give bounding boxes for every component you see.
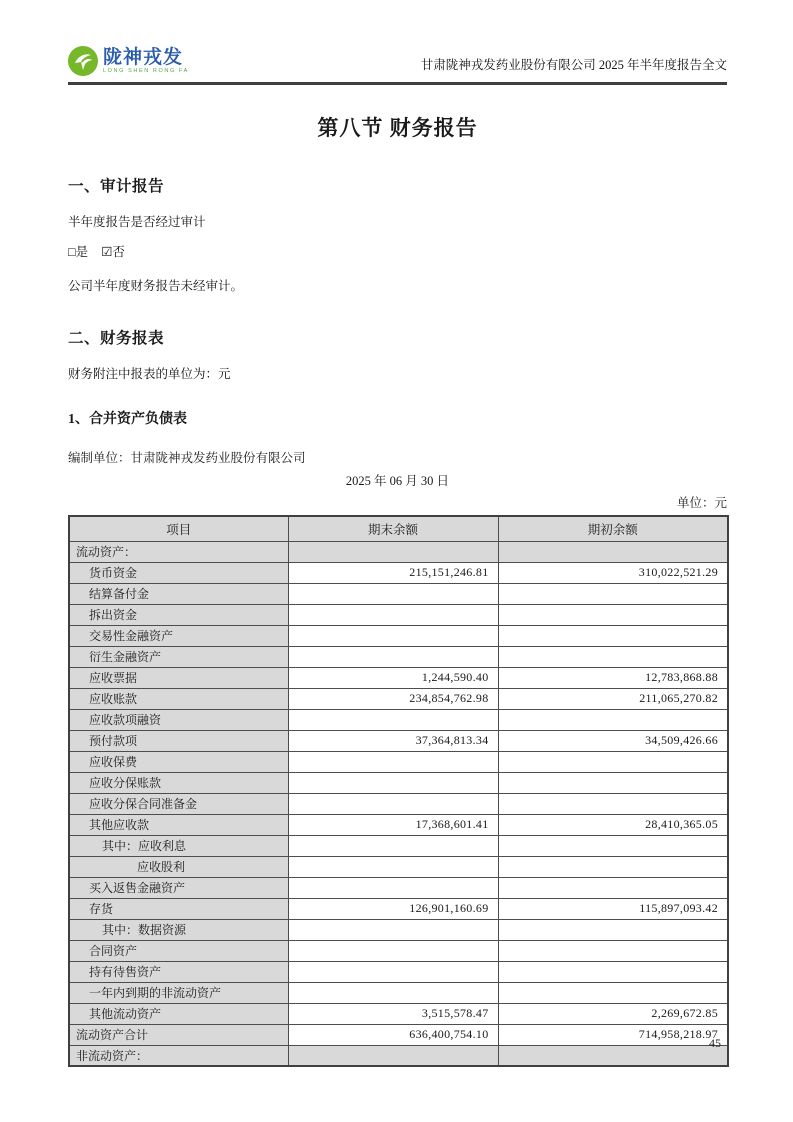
beginning-balance-cell: 714,958,218.97 (498, 1024, 728, 1045)
item-cell: 其中：数据资源 (69, 919, 288, 940)
beginning-balance-cell (498, 583, 728, 604)
beginning-balance-cell (498, 835, 728, 856)
ending-balance-cell (288, 709, 498, 730)
ending-balance-cell (288, 751, 498, 772)
table-row (69, 940, 728, 961)
ending-balance-cell (288, 583, 498, 604)
item-cell: 预付款项 (69, 730, 288, 751)
ending-balance-cell (288, 877, 498, 898)
beginning-balance-cell (498, 793, 728, 814)
ending-balance-cell (288, 646, 498, 667)
item-cell: 其中：应收利息 (69, 835, 288, 856)
table-row (69, 541, 728, 562)
column-header: 项目 (69, 516, 288, 541)
table-row (69, 898, 728, 919)
item-cell: 应收分保合同准备金 (69, 793, 288, 814)
statement-date: 2025 年 06 月 30 日 (345, 474, 450, 488)
beginning-balance-cell: 28,410,365.05 (498, 814, 728, 835)
item-cell: 持有待售资产 (69, 961, 288, 982)
item-cell: 其他应收款 (69, 814, 288, 835)
beginning-balance-cell (498, 940, 728, 961)
section-heading-audit: 一、审计报告 (68, 178, 165, 195)
item-cell: 一年内到期的非流动资产 (69, 982, 288, 1003)
table-row (69, 982, 728, 1003)
table-row (69, 856, 728, 877)
item-cell: 应收分保账款 (69, 772, 288, 793)
table-row (69, 730, 728, 751)
table-row (69, 709, 728, 730)
ending-balance-cell: 636,400,754.10 (288, 1024, 498, 1045)
table-row (69, 667, 728, 688)
beginning-balance-cell: 211,065,270.82 (498, 688, 728, 709)
beginning-balance-cell (498, 877, 728, 898)
item-cell: 合同资产 (69, 940, 288, 961)
item-cell: 结算备付金 (69, 583, 288, 604)
item-cell: 其他流动资产 (69, 1003, 288, 1024)
table-row (69, 961, 728, 982)
beginning-balance-cell: 310,022,521.29 (498, 562, 728, 583)
beginning-balance-cell (498, 604, 728, 625)
option-no-label: 否 (112, 245, 125, 259)
checkbox-option-yes (68, 245, 88, 259)
beginning-balance-cell (498, 751, 728, 772)
logo-text (103, 48, 189, 75)
beginning-balance-cell (498, 646, 728, 667)
checkbox-option-no (101, 245, 125, 259)
table-row (69, 835, 728, 856)
beginning-balance-cell (498, 856, 728, 877)
balance-sheet-body (69, 541, 728, 1066)
table-row (69, 583, 728, 604)
ending-balance-cell (288, 625, 498, 646)
table-row (69, 625, 728, 646)
ending-balance-cell (288, 919, 498, 940)
unit-note: 财务附注中报表的单位为：元 (68, 367, 231, 381)
item-cell: 流动资产： (69, 541, 288, 562)
item-cell: 应收股利 (69, 856, 288, 877)
checkbox-unchecked-icon: □ (68, 245, 76, 259)
ending-balance-cell (288, 772, 498, 793)
balance-sheet-table (68, 515, 729, 1067)
ending-balance-cell (288, 961, 498, 982)
item-cell: 存货 (69, 898, 288, 919)
brand-name-en: LONG SHEN RONG FA (103, 67, 189, 74)
table-row (69, 1003, 728, 1024)
beginning-balance-cell (498, 772, 728, 793)
table-row (69, 688, 728, 709)
table-row (69, 646, 728, 667)
ending-balance-cell (288, 940, 498, 961)
ending-balance-cell (288, 982, 498, 1003)
checkbox-checked-icon: ☑ (101, 245, 113, 259)
prepared-by: 编制单位：甘肃陇神戎发药业股份有限公司 (68, 451, 306, 465)
column-header: 期末余额 (288, 516, 498, 541)
option-yes-label: 是 (75, 245, 89, 259)
beginning-balance-cell (498, 541, 728, 562)
beginning-balance-cell (498, 709, 728, 730)
ending-balance-cell: 1,244,590.40 (288, 667, 498, 688)
company-logo (68, 46, 189, 76)
item-cell: 应收款项融资 (69, 709, 288, 730)
header-report-title: 甘肃陇神戎发药业股份有限公司 2025 年半年度报告全文 (420, 58, 727, 72)
beginning-balance-cell (498, 982, 728, 1003)
table-row (69, 1024, 728, 1045)
table-row (69, 604, 728, 625)
ending-balance-cell (288, 541, 498, 562)
ending-balance-cell: 3,515,578.47 (288, 1003, 498, 1024)
beginning-balance-cell: 115,897,093.42 (498, 898, 728, 919)
item-cell: 货币资金 (69, 562, 288, 583)
ending-balance-cell (288, 793, 498, 814)
item-cell: 流动资产合计 (69, 1024, 288, 1045)
item-cell: 买入返售金融资产 (69, 877, 288, 898)
header-row (69, 516, 728, 541)
table-row (69, 772, 728, 793)
unit-label: 单位：元 (676, 496, 727, 510)
brand-name-cn: 陇神戎发 (103, 46, 184, 68)
beginning-balance-cell: 12,783,868.88 (498, 667, 728, 688)
ending-balance-cell: 234,854,762.98 (288, 688, 498, 709)
ending-balance-cell: 215,151,246.81 (288, 562, 498, 583)
page-header (68, 0, 727, 85)
page-number: 45 (709, 1036, 721, 1050)
item-cell: 应收保费 (69, 751, 288, 772)
table-row (69, 877, 728, 898)
beginning-balance-cell: 2,269,672.85 (498, 1003, 728, 1024)
ending-balance-cell (288, 1045, 498, 1066)
beginning-balance-cell: 34,509,426.66 (498, 730, 728, 751)
logo-bird-icon (68, 46, 98, 76)
item-cell: 应收账款 (69, 688, 288, 709)
beginning-balance-cell (498, 1045, 728, 1066)
table-row (69, 793, 728, 814)
item-cell: 拆出资金 (69, 604, 288, 625)
ending-balance-cell (288, 835, 498, 856)
subheading-balance-sheet: 1、合并资产负债表 (68, 412, 187, 427)
beginning-balance-cell (498, 625, 728, 646)
ending-balance-cell (288, 604, 498, 625)
ending-balance-cell: 17,368,601.41 (288, 814, 498, 835)
ending-balance-cell: 37,364,813.34 (288, 730, 498, 751)
table-header (69, 516, 728, 541)
table-row (69, 919, 728, 940)
table-row (69, 751, 728, 772)
item-cell: 非流动资产： (69, 1045, 288, 1066)
beginning-balance-cell (498, 919, 728, 940)
table-row (69, 814, 728, 835)
item-cell: 交易性金融资产 (69, 625, 288, 646)
beginning-balance-cell (498, 961, 728, 982)
audit-conclusion: 公司半年度财务报告未经审计。 (68, 279, 244, 293)
column-header: 期初余额 (498, 516, 728, 541)
ending-balance-cell: 126,901,160.69 (288, 898, 498, 919)
ending-balance-cell (288, 856, 498, 877)
page-title: 第八节 财务报告 (317, 116, 478, 140)
table-row (69, 562, 728, 583)
audit-options (68, 242, 727, 260)
section-heading-statements: 二、财务报表 (68, 330, 165, 347)
table-row (69, 1045, 728, 1066)
audit-question: 半年度报告是否经过审计 (68, 215, 206, 229)
item-cell: 衍生金融资产 (69, 646, 288, 667)
item-cell: 应收票据 (69, 667, 288, 688)
